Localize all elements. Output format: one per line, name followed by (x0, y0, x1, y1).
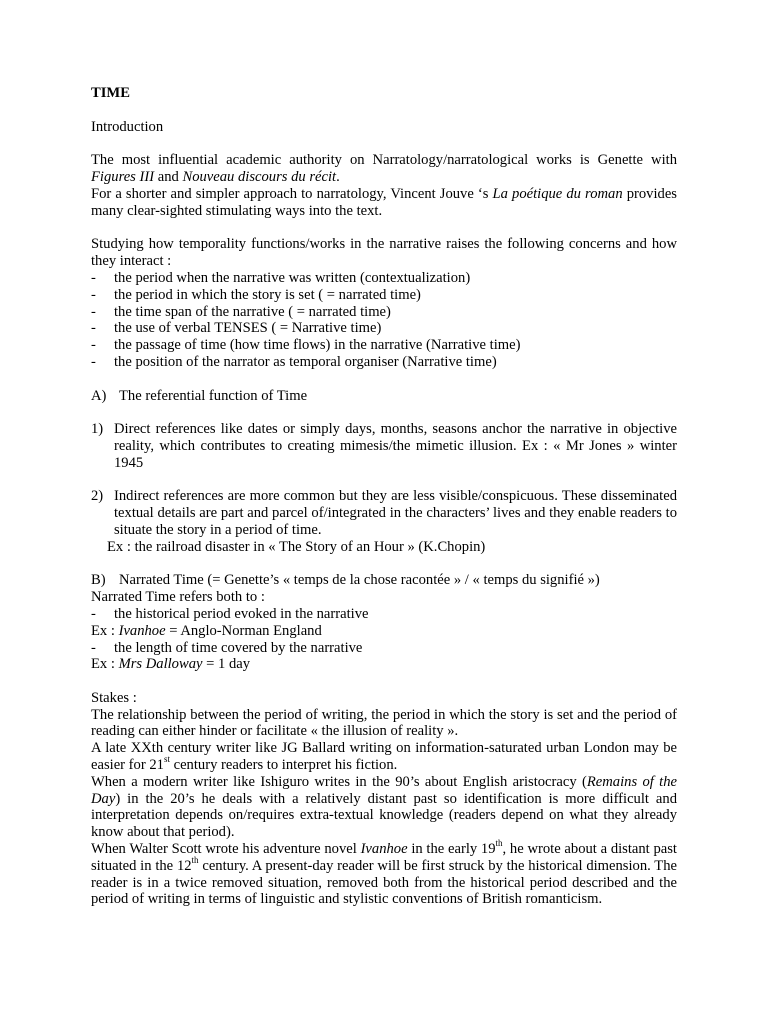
item-2-example: Ex : the railroad disaster in « The Story of an Hour » (K.Chopin) (107, 538, 486, 555)
list-item: - the time span of the narrative ( = narrated time) (91, 303, 391, 320)
intro-paragraph-genette: The most influential academic authority on Narratology/narratological works is Genette with Figures III and Nouveau discours du récit. (91, 152, 677, 186)
list-item: - the period in which the story is set ( = narrated time) (91, 286, 421, 303)
document-page (91, 85, 677, 908)
list-item: - the passage of time (how time flows) in the narrative (Narrative time) (91, 337, 521, 354)
numbered-item-2: 2) Indirect references are more common but they are less visible/conspicuous. These disseminated textual details are part and parcel of/integrated in the characters’ lives and they enable readers to situate the story in a period of time. (91, 488, 677, 538)
stakes-paragraph-3: When a modern writer like Ishiguro writes in the 90’s about English aristocracy (Remains of the Day) in the 20’s he deals with a relatively distant past so identification is more difficult and interpretation depends on/requires extra-textual knowledge (readers depend on what they already know about that period). (91, 773, 677, 841)
narrated-time-refers: Narrated Time refers both to : (91, 589, 265, 606)
list-item: - the length of time covered by the narrative (91, 639, 363, 656)
list-item: - the use of verbal TENSES ( = Narrative time) (91, 320, 382, 337)
list-item: - the position of the narrator as temporal organiser (Narrative time) (91, 353, 497, 370)
stakes-paragraph-4: When Walter Scott wrote his adventure novel Ivanhoe in the early 19th, he wrote about a distant past situated in the 12th century. A present-day reader will be first struck by the historical dimension. The reader is in a twice removed situation, removed both from the historical period described and the period of writing in terms of linguistic and stylistic conventions of British romanticism. (91, 838, 677, 908)
concerns-intro: Studying how temporality functions/works in the narrative raises the following concerns and how they interact : (91, 236, 677, 270)
numbered-item-1: 1) Direct references like dates or simply days, months, seasons anchor the narrative in objective reality, which contributes to creating mimesis/the mimetic illusion. Ex : « Mr Jones » winter 1945 (91, 421, 677, 471)
stakes-paragraph-2: A late XXth century writer like JG Ballard writing on information-saturated urban London may be easier for 21st century readers to interpret his fiction. (91, 740, 677, 774)
section-b-heading: B) Narrated Time (= Genette’s « temps de la chose racontée » / « temps du signifié ») (91, 572, 600, 589)
document-title: TIME (91, 85, 130, 101)
intro-paragraph-jouve: For a shorter and simpler approach to narratology, Vincent Jouve ‘s La poétique du roman provides many clear-sighted stimulating ways into the text. (91, 185, 677, 219)
concerns-list (91, 270, 677, 371)
section-a-heading: A) The referential function of Time (91, 387, 308, 404)
example-mrs-dalloway: Ex : Mrs Dalloway = 1 day (91, 656, 251, 673)
stakes-heading: Stakes : (91, 689, 137, 706)
intro-heading: Introduction (91, 118, 164, 135)
example-ivanhoe: Ex : Ivanhoe = Anglo-Norman England (91, 622, 322, 639)
stakes-paragraph-1: The relationship between the period of writing, the period in which the story is set and the period of reading can either hinder or facilitate « the illusion of reality ». (91, 706, 677, 740)
list-item: - the period when the narrative was written (contextualization) (91, 269, 471, 286)
list-item: - the historical period evoked in the narrative (91, 605, 369, 622)
